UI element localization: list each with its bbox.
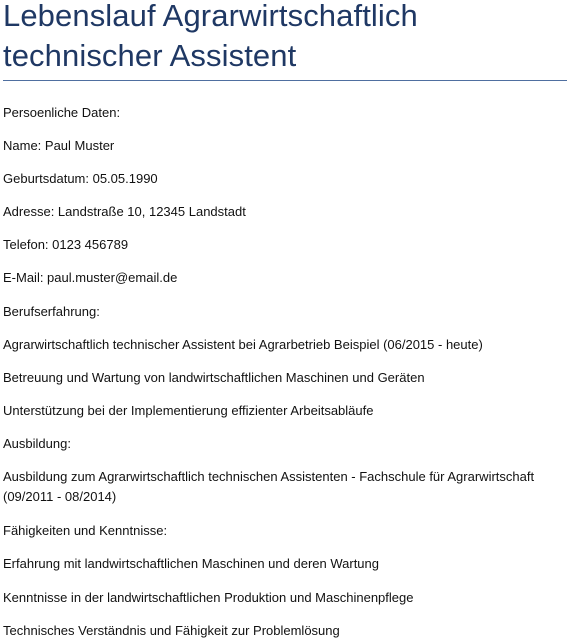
- skill-item-2: Kenntnisse in der landwirtschaftlichen Produktion und Maschinenpflege: [3, 590, 414, 605]
- section-heading-skills: Fähigkeiten und Kenntnisse:: [3, 523, 168, 538]
- section-heading-education: Ausbildung:: [3, 436, 71, 451]
- name-line: Name: Paul Muster: [3, 138, 115, 153]
- skill-item-1: Erfahrung mit landwirtschaftlichen Maschinen und deren Wartung: [3, 556, 379, 571]
- document-title: Lebenslauf Agrarwirtschaftlich technischer Assistent: [3, 0, 418, 73]
- section-heading-work-experience: Berufserfahrung:: [3, 304, 100, 319]
- email-line: E-Mail: paul.muster@email.de: [3, 270, 178, 285]
- skill-item-3: Technisches Verständnis und Fähigkeit zur Problemlösung: [3, 623, 340, 638]
- title-divider: [3, 80, 567, 81]
- section-heading-personal-data: Persoenliche Daten:: [3, 105, 121, 120]
- education-entry: Ausbildung zum Agrarwirtschaftlich technischen Assistenten - Fachschule für Agrarwirtschaft (09/2011 - 08/2014): [3, 469, 535, 504]
- birthdate-line: Geburtsdatum: 05.05.1990: [3, 171, 158, 186]
- work-experience-position: Agrarwirtschaftlich technischer Assistent bei Agrarbetrieb Beispiel (06/2015 - heute): [3, 337, 483, 352]
- work-experience-duty-1: Betreuung und Wartung von landwirtschaftlichen Maschinen und Geräten: [3, 370, 425, 385]
- address-line: Adresse: Landstraße 10, 12345 Landstadt: [3, 204, 246, 219]
- work-experience-duty-2: Unterstützung bei der Implementierung effizienter Arbeitsabläufe: [3, 403, 374, 418]
- phone-line: Telefon: 0123 456789: [3, 237, 129, 252]
